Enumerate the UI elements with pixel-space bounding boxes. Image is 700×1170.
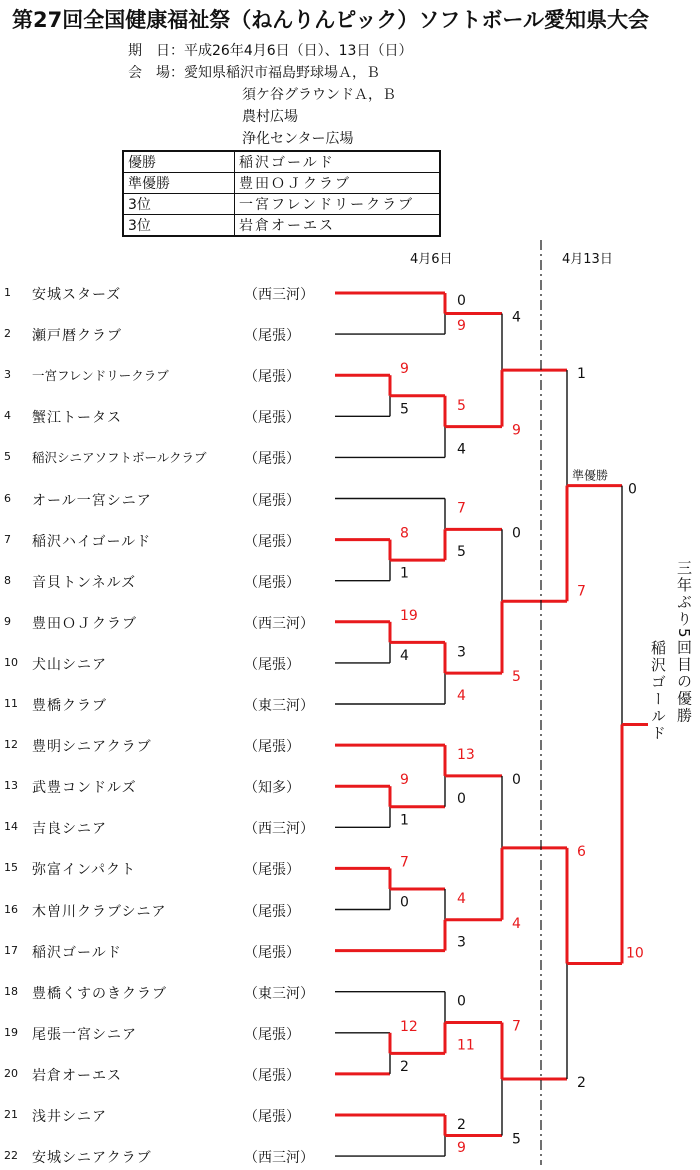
- score-label: 5: [400, 401, 409, 418]
- score-label: 9: [457, 318, 466, 335]
- team-region: （東三河）: [244, 985, 314, 1002]
- team-region: （尾張）: [244, 1109, 300, 1125]
- team-seed: 10: [4, 655, 18, 669]
- team-region: （尾張）: [244, 328, 300, 345]
- score-label: 4: [400, 647, 409, 664]
- team-seed: 1: [4, 286, 11, 299]
- team-region: （尾張）: [244, 451, 300, 468]
- team-region: （尾張）: [244, 492, 300, 509]
- team-name: 豊明シニアクラブ: [32, 739, 152, 756]
- score-label: 0: [400, 894, 409, 911]
- team-seed: 9: [4, 614, 11, 628]
- score-label: 12: [400, 1018, 418, 1035]
- score-label: 1: [577, 366, 586, 383]
- score-label: 0: [457, 993, 466, 1010]
- team-seed: 21: [4, 1108, 18, 1121]
- score-label: 0: [512, 771, 521, 788]
- team-region: （東三河）: [244, 698, 314, 714]
- team-name: 蟹江トータス: [32, 410, 122, 427]
- result-rank: 3位: [123, 194, 235, 215]
- score-label: 7: [400, 854, 409, 871]
- score-label: 5: [512, 1131, 521, 1148]
- team-region: （尾張）: [244, 739, 300, 756]
- team-region: （西三河）: [244, 287, 314, 303]
- team-region: （尾張）: [244, 656, 300, 673]
- team-seed: 3: [4, 368, 11, 382]
- team-seed: 17: [4, 943, 18, 957]
- score-label: 7: [512, 1018, 521, 1035]
- team-seed: 7: [4, 532, 11, 546]
- team-seed: 19: [4, 1025, 18, 1039]
- team-name: 音貝トンネルズ: [32, 574, 137, 591]
- score-label: 4: [512, 915, 521, 932]
- team-seed: 6: [4, 491, 11, 505]
- team-seed: 20: [4, 1066, 18, 1080]
- score-label: 0: [457, 790, 466, 807]
- result-rank: 準優勝: [123, 173, 235, 194]
- result-rank: 3位: [123, 215, 235, 237]
- team-name: 稲沢ゴールド: [32, 944, 122, 961]
- team-name: 犬山シニア: [32, 656, 107, 673]
- score-label: 2: [400, 1058, 409, 1075]
- team-name: 安城シニアクラブ: [32, 1150, 152, 1167]
- team-seed: 11: [4, 697, 18, 710]
- team-region: （西三河）: [244, 821, 314, 838]
- venue-3: 農村広場: [242, 109, 298, 125]
- venue-4: 浄化センター広場: [242, 131, 354, 147]
- champion-vertical-name: 稲沢ゴールド: [649, 640, 667, 742]
- team-seed: 12: [4, 738, 18, 752]
- score-label: 13: [457, 747, 475, 764]
- result-team: 豊田ＯＪクラブ: [235, 173, 441, 194]
- score-label: 4: [457, 890, 466, 907]
- champion-note: 三年ぶり5回目の優勝: [675, 560, 693, 725]
- score-label: 1: [400, 565, 409, 582]
- team-region: （尾張）: [244, 903, 300, 920]
- score-label: 8: [400, 525, 409, 542]
- team-seed: 4: [4, 409, 11, 423]
- score-label: 9: [457, 1140, 466, 1157]
- team-name: 安城スターズ: [32, 287, 122, 303]
- score-label: 4: [512, 309, 521, 326]
- score-label: 11: [457, 1037, 475, 1054]
- team-region: （尾張）: [244, 944, 300, 961]
- team-name: 吉良シニア: [32, 821, 107, 838]
- team-name: 豊橋クラブ: [32, 698, 107, 714]
- score-label: 4: [457, 441, 466, 458]
- score-label: 5: [457, 397, 466, 414]
- score-label: 9: [512, 422, 521, 439]
- score-label: 4: [457, 688, 466, 704]
- page-title: 第27回全国健康福祉祭（ねんりんピック）ソフトボール愛知県大会: [12, 8, 649, 32]
- team-name: 稲沢シニアソフトボールクラブ: [32, 450, 207, 466]
- team-name: 一宮フレンドリークラブ: [32, 368, 169, 384]
- team-region: （西三河）: [244, 1150, 314, 1167]
- team-name: 豊橋くすのきクラブ: [32, 985, 167, 1002]
- team-name: 尾張一宮シニア: [32, 1026, 137, 1043]
- score-label: 7: [457, 500, 466, 517]
- result-team: 稲沢ゴールド: [235, 151, 441, 173]
- score-label: 3: [457, 644, 466, 661]
- team-name: 瀬戸暦クラブ: [32, 328, 122, 345]
- score-label: 1: [400, 812, 409, 829]
- score-label: 2: [457, 1117, 466, 1133]
- score-label: 0: [512, 525, 521, 542]
- date-day2: 4月13日: [562, 252, 613, 267]
- score-label: 5: [512, 669, 521, 686]
- team-name: 豊田ＯＪクラブ: [32, 615, 137, 632]
- venue-1: 愛知県稲沢市福島野球場Ａ，Ｂ: [184, 65, 380, 81]
- result-team: 岩倉オーエス: [235, 215, 441, 237]
- team-region: （尾張）: [244, 410, 300, 427]
- team-seed: 13: [4, 779, 18, 793]
- date-value: 平成26年4月6日（日）、13日（日）: [184, 43, 413, 59]
- venue-label: 会 場：: [128, 65, 184, 81]
- result-rank: 優勝: [123, 151, 235, 173]
- score-label: 0: [628, 481, 637, 498]
- score-label: 9: [400, 772, 409, 789]
- score-label: 5: [457, 544, 466, 561]
- team-name: 浅井シニア: [32, 1109, 107, 1125]
- result-team: 一宮フレンドリークラブ: [235, 194, 441, 215]
- team-region: （尾張）: [244, 533, 300, 550]
- team-seed: 5: [4, 450, 11, 464]
- team-seed: 15: [4, 861, 18, 875]
- team-seed: 2: [4, 327, 11, 341]
- team-region: （西三河）: [244, 615, 314, 632]
- team-name: 岩倉オーエス: [32, 1067, 122, 1084]
- team-name: 木曽川クラブシニア: [32, 903, 167, 920]
- score-label: 10: [626, 945, 644, 962]
- team-name: 弥富インパクト: [32, 862, 137, 879]
- team-seed: 14: [4, 820, 18, 834]
- team-region: （知多）: [244, 780, 300, 797]
- score-label: 7: [577, 583, 586, 600]
- score-label: 2: [577, 1075, 586, 1092]
- date-label: 期 日：: [128, 43, 184, 59]
- team-region: （尾張）: [244, 574, 300, 591]
- score-label: 19: [400, 607, 418, 624]
- runner-up-label: 準優勝: [572, 468, 609, 483]
- date-day1: 4月6日: [410, 252, 453, 267]
- venue-2: 須ケ谷グラウンドＡ，Ｂ: [242, 87, 396, 103]
- team-region: （尾張）: [244, 369, 300, 386]
- score-label: 6: [577, 843, 586, 860]
- team-seed: 18: [4, 984, 18, 998]
- team-name: オール一宮シニア: [32, 492, 152, 509]
- team-name: 武豊コンドルズ: [32, 780, 137, 797]
- team-region: （尾張）: [244, 1067, 300, 1084]
- score-label: 9: [400, 361, 409, 378]
- score-label: 0: [457, 293, 466, 309]
- team-seed: 16: [4, 902, 18, 916]
- team-region: （尾張）: [244, 1026, 300, 1043]
- team-name: 稲沢ハイゴールド: [32, 533, 152, 550]
- team-region: （尾張）: [244, 862, 300, 879]
- team-seed: 8: [4, 573, 11, 587]
- team-seed: 22: [4, 1149, 18, 1163]
- score-label: 3: [457, 934, 466, 951]
